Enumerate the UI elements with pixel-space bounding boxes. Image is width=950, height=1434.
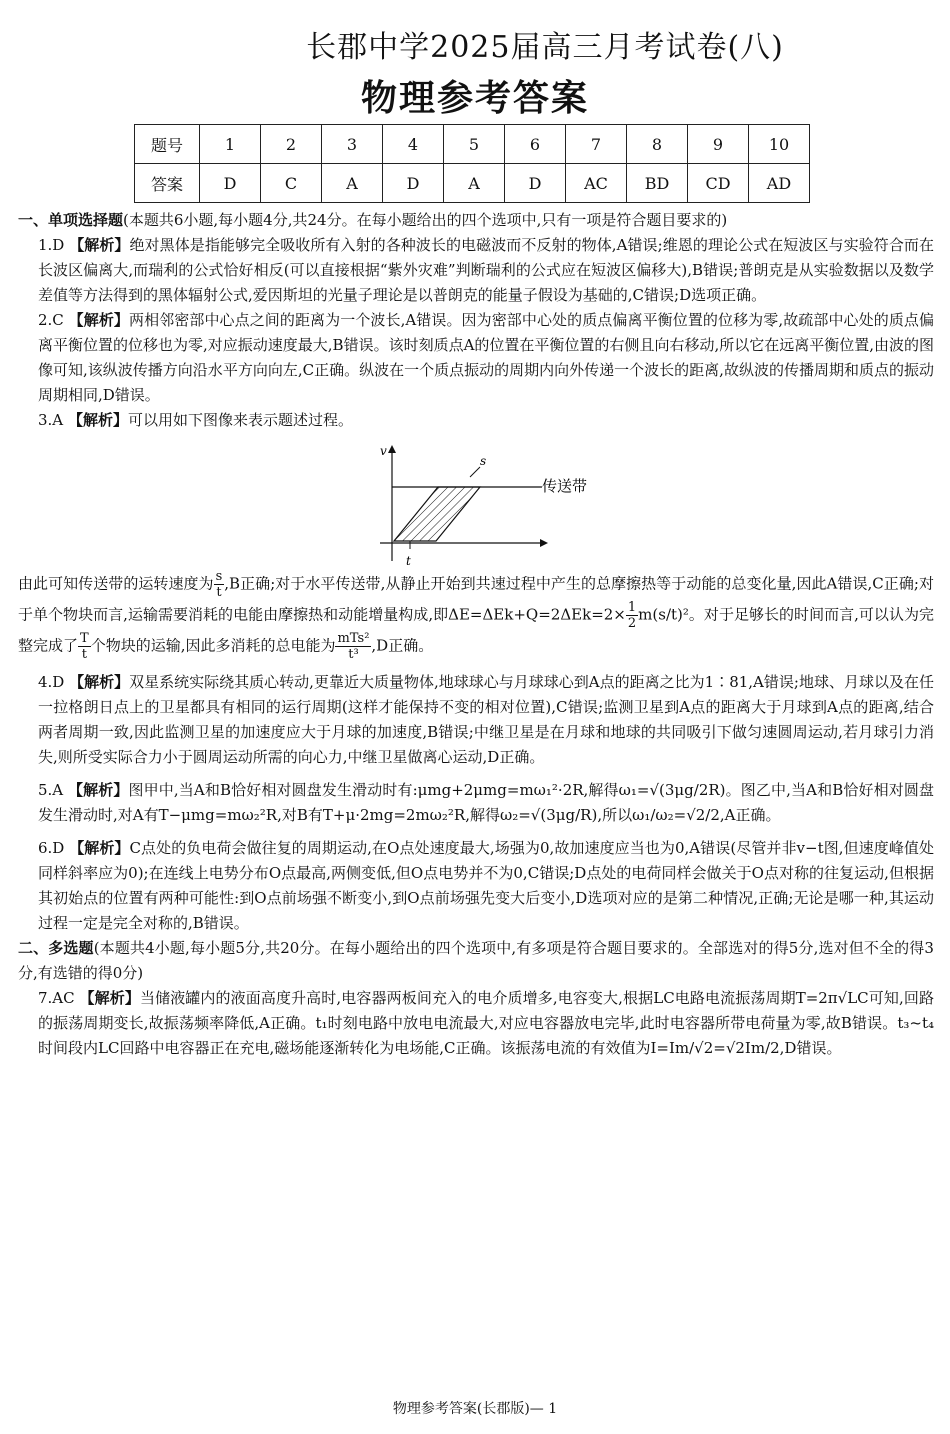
axis-label-t: t <box>406 554 411 568</box>
table-cell: 9 <box>688 125 749 164</box>
axis-label-v: v <box>380 444 387 458</box>
section-heading-single-choice: 一、单项选择题(本题共6小题,每小题4分,共24分。在每小题给出的四个选项中,只有一项是符合题目要求的) <box>18 211 728 229</box>
question-7: 7.AC 【解析】当储液罐内的液面高度升高时,电容器两板间充入的电介质增多,电容变大,根据LC电路电流振荡周期T=2π√LC可知,回路的振荡周期变长,故振荡频率降低,A正确。t₁时刻电路中放电电流最大,对应电容器放电完毕,此时电容器所带电荷量为零,故B错误。t₃~t₄时间段内LC回路中电容器正在充电,磁场能逐渐转化为电场能,C正确。该振荡电流的有效值为I=Im/√2=√2Im/2,D错误。 <box>38 989 934 1057</box>
table-cell: CD <box>688 164 749 203</box>
answer-body <box>18 208 934 1061</box>
question-6: 6.D 【解析】C点处的负电荷会做往复的周期运动,在O点处速度最大,场强为0,故加速度应当也为0,A错误(尽管并非v−t图,但速度峰值处同样斜率应为0);在连线上电势分布O点最高,两侧变低,但O点电势并不为0,C错误;D点处的电荷同样会做关于O点对称的往复运动,但根据其初始点的位置有两种可能性:到O点前场强不断变小,到O点前场强先变大后变小,D选项对应的是第二种情况,正确;无论是哪一种,其运动过程一定是完全对称的,B错误。 <box>38 839 934 932</box>
table-cell: 7 <box>566 125 627 164</box>
table-cell: A <box>322 164 383 203</box>
table-cell: D <box>200 164 261 203</box>
fraction: $\frac{T}{t}$ <box>80 631 89 662</box>
question-4: 4.D 【解析】双星系统实际绕其质心转动,更靠近大质量物体,地球球心与月球球心到A点的距离之比为1∶81,A错误;地球、月球以及在任一拉格朗日点上的卫星都具有相同的运行周期(这样才能保持不变的相对位置),C错误;监测卫星到A点的距离大于月球到A点的距离,结合两者周期一致,因此监测卫星的加速度应大于月球的加速度,B错误;中继卫星是在月球和地球的共同吸引下做匀速圆周运动,若月球引力消失,则所受实际合力小于圆周运动所需的向心力,中继卫星做离心运动,D正确。 <box>38 673 934 766</box>
question-3: 3.A 【解析】可以用如下图像来表示题述过程。 <box>38 411 353 429</box>
question-2: 2.C 【解析】两相邻密部中心点之间的距离为一个波长,A错误。因为密部中心处的质点偏离平衡位置的位移为零,故疏部中心处的质点偏离平衡位置的位移也为零,对应振动速度最大,B错误。该时刻质点A的位置在平衡位置的右侧且向右移动,所以它在远离平衡位置,由波的图像可知,该纵波传播方向沿水平方向向左,C正确。纵波在一个质点振动的周期内向外传递一个波长的距离,故纵波的传播周期和质点的振动周期相同,D错误。 <box>38 311 934 404</box>
table-cell: 2 <box>261 125 322 164</box>
table-row-numbers <box>135 125 810 164</box>
question-1: 1.D 【解析】绝对黑体是指能够完全吸收所有入射的各种波长的电磁波而不反射的物体,A错误;维恩的理论公式在短波区与实验符合而在长波区偏离大,而瑞利的公式恰好相反(可以直接根据“紫外灾难”判断瑞利的公式应在短波区偏移大),B错误;普朗克是从实验数据以及数学差值等方法得到的黑体辐射公式,爱因斯坦的光量子理论是以普朗克的能量子假设为基础的,C错误;D选项正确。 <box>38 236 934 304</box>
table-cell: 6 <box>505 125 566 164</box>
table-row-answers <box>135 164 810 203</box>
belt-label: 传送带 <box>542 477 588 495</box>
answer-table <box>134 124 810 203</box>
area-label-s: s <box>480 454 487 468</box>
table-cell: 5 <box>444 125 505 164</box>
table-header-cell: 题号 <box>135 125 200 164</box>
section-heading-multi-choice: 二、多选题(本题共4小题,每小题5分,共20分。在每小题给出的四个选项中,有多项是符合题目要求的。全部选对的得5分,选对但不全的得3分,有选错的得0分) <box>18 939 934 982</box>
vt-graph <box>18 433 934 569</box>
table-cell: 1 <box>200 125 261 164</box>
page-title: 物理参考答案 <box>360 78 589 119</box>
conveyor-vt-figure <box>18 433 934 569</box>
table-cell: 3 <box>322 125 383 164</box>
table-cell: 10 <box>749 125 810 164</box>
question-5: 5.A 【解析】图甲中,当A和B恰好相对圆盘发生滑动时有:μmg+2μmg=mω₁²·2R,解得ω₁=√(3μg/2R)。图乙中,当A和B恰好相对圆盘发生滑动时,对A有T−μmg=mω₂²R,对B有T+μ·2mg=2mω₂²R,解得ω₂=√(3μg/R),所以ω₁/ω₂=√2/2,A正确。 <box>38 781 934 824</box>
table-cell: BD <box>627 164 688 203</box>
fraction: $\frac{\text{mTs²}}{\text{t³}}$ <box>337 631 370 662</box>
fraction: $\frac{s}{t}$ <box>215 569 223 600</box>
table-cell: AC <box>566 164 627 203</box>
table-cell: D <box>383 164 444 203</box>
table-cell: A <box>444 164 505 203</box>
table-cell: AD <box>749 164 810 203</box>
table-cell: C <box>261 164 322 203</box>
question-3-continued: 由此可知传送带的运转速度为 $\frac{s}{t}$ ,B正确;对于水平传送带,从静止开始到共速过程中产生的总摩擦热等于动能的总变化量,因此A错误,C正确;对于单个物块而言,运输需要消耗的电能由摩擦热和动能增量构成,即ΔE=ΔEk+Q=2ΔEk=2× $\frac{1}{2}$ m(s/t)²。对于足够长的时间而言,可以认为完整完成了 $\frac{T}{t}$ 个物块的运输,因此多消耗的总电能为 $\frac{\text{mTs²}}{\text{t³}}$ ,D正确。 <box>18 569 934 662</box>
table-cell: 4 <box>383 125 444 164</box>
table-cell: 8 <box>627 125 688 164</box>
table-header-cell: 答案 <box>135 164 200 203</box>
page-footer: 物理参考答案(长郡版)— 1 <box>392 1401 558 1417</box>
fraction: $\frac{1}{2}$ <box>627 600 637 631</box>
table-cell: D <box>505 164 566 203</box>
exam-title: 长郡中学2025届高三月考试卷(八) <box>306 30 784 65</box>
